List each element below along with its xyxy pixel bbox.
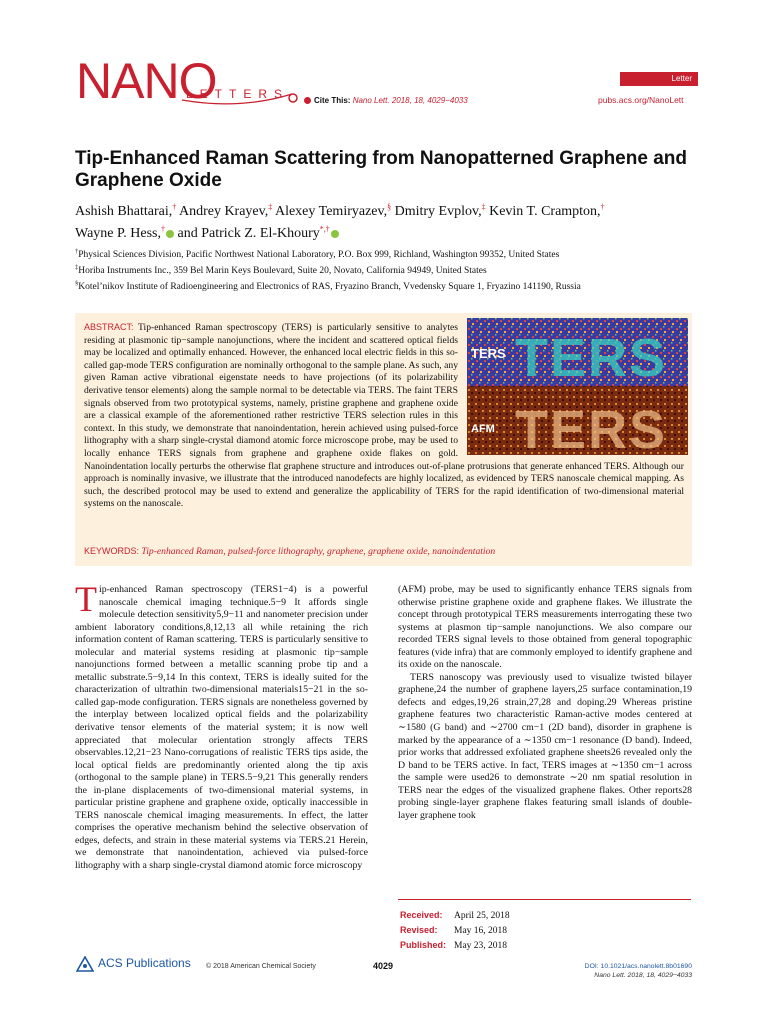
toc-graphic xyxy=(467,318,688,455)
paragraph: TERS nanoscopy was previously used to visualize twisted bilayer graphene,24 the number of graphene layers,25 surface contamination,19 defects and edges,19,26 strain,27,28 and doping.29 Whereas pristine graphene features two characteristic Raman-active modes centered at ∼1580 (G band) and ∼2700 cm−1 (2D band), disorder in graphene is marked by the appearance of a ∼1350 cm−1 resonance (D band). Indeed, prior works that addressed exfoliated graphene sheets26 revealed only the D band to be TERS active. In fact, TERS images at ∼1350 cm−1 across the sample were used26 to demonstrate ∼20 nm spatial resolution in TERS near the edges of the visualized graphene flakes. Other reports28 probing single-layer graphene flakes featuring small islands of double-layer graphene took xyxy=(398,671,692,821)
affiliation: ‡Horiba Instruments Inc., 359 Bel Marin Keys Boulevard, Suite 20, Novato, California 94949, United States xyxy=(75,264,487,277)
cite-icon xyxy=(304,97,311,104)
paragraph: (AFM) probe, may be used to significantly enhance TERS signals from otherwise pristine graphene oxide and graphene flakes. We illustrate the concept through prototypical TERS measurements interrogating these two systems at plasmon tip−sample nanojunctions. We also compare our recorded TERS signal levels to those obtained from general topographic features (vide infra) that are commonly employed to identify graphene and its oxide on the nanoscale. xyxy=(398,584,692,671)
toc-label-top: TERS xyxy=(471,346,506,361)
affiliation: §Kotel’nikov Institute of Radioengineering and Electronics of RAS, Fryazino Branch, Vvedensky Square 1, Fryazino 141190, Russia xyxy=(75,280,581,293)
publication-dates: Received: April 25, 2018 Revised: May 16, 2018 Published: May 23, 2018 xyxy=(400,910,510,951)
journal-logo-nano: NANO xyxy=(76,53,217,109)
doi-link[interactable]: DOI: 10.1021/acs.nanolett.8b01690 xyxy=(584,963,692,970)
copyright: © 2018 American Chemical Society xyxy=(206,963,316,970)
author[interactable]: and Patrick Z. El-Khoury*,† xyxy=(177,226,338,241)
dates-divider xyxy=(398,899,691,900)
author[interactable]: Dmitry Evplov,‡ xyxy=(394,202,486,219)
svg-text:TERS: TERS xyxy=(515,400,668,455)
toc-label-bottom: AFM xyxy=(471,423,495,435)
svg-text:TERS: TERS xyxy=(515,328,668,388)
cite-reference: Nano Lett. 2018, 18, 4029−4033 xyxy=(352,96,468,105)
keywords xyxy=(84,545,684,558)
page-number: 4029 xyxy=(373,961,394,971)
orcid-icon[interactable] xyxy=(166,230,174,238)
author[interactable]: Andrey Krayev,‡ xyxy=(178,202,273,219)
dropcap: T xyxy=(75,579,97,619)
author[interactable]: Kevin T. Crampton,† xyxy=(489,202,605,219)
cite-this[interactable] xyxy=(304,96,468,105)
journal-url-link[interactable]: pubs.acs.org/NanoLett xyxy=(598,95,684,105)
body-left-column: Tip-enhanced Raman spectroscopy (TERS1−4) is a powerful nanoscale chemical imaging technique.5−9 It affords single molecule detection sensitivity5,9−11 and nanometer precision under ambient laboratory conditions,8,12,13 all while retaining the rich information content of Raman scattering. TERS is particularly sensitive to molecular and material systems residing at plasmonic tip−sample nanojunctions formed between a metallic scanning probe tip and a metallic substrate.5−9,14 In this context, TERS is ideally suited for the characterization of ultrathin two-dimensional materials15−21 in the so-called gap-mode configuration. TERS signals are nonetheless governed by the interplay between localized optical fields and the polarizability derivative tensor elements of the material system; it is now well appreciated that molecular orientation strongly affects TERS observables.12,21−23 Nano-corrugations of realistic TERS tips aside, the local optical fields are predominantly oriented along the tip axis (orthogonal to the sample plane) in TERS.5−9,21 This generally renders the in-plane displacements of two-dimensional material systems, in particular pristine graphene and graphene oxide, optically inaccessible in TERS nanoscale chemical imaging measurements. In effect, the latter comprises the operative mechanism behind the selective observation of edges, defects, and strain in these material systems via TERS.21 Herein, we demonstrate that nanoindentation, achieved via pulsed-force lithography with a sharp single-crystal diamond atomic force microscopy xyxy=(75,579,368,872)
author[interactable]: Ashish Bhattarai,† xyxy=(75,202,177,219)
publisher-name[interactable]: ACS Publications xyxy=(98,956,191,970)
keywords-list: Tip-enhanced Raman, pulsed-force lithography, graphene, graphene oxide, nanoindentation xyxy=(141,546,496,557)
acs-logo-icon xyxy=(76,956,94,972)
abstract-text: ABSTRACT: Tip-enhanced Raman spectroscopy (TERS) is particularly sensitive to analytes residing at plasmonic tip−sample nanojunctions, where the incident and scattered optical fields may be localized and optimally enhanced. However, the enhanced local electric fields in this so-called gap-mode TERS configuration are nominally orthogonal to the sample plane. As such, any given Raman active vibrational eigenstate needs to have projections (of its polarizability derivative tensor elements) along the sample normal to be detectable via TERS. The faint TERS signals observed from two prototypical systems, namely, pristine graphene and graphene oxide are a classical example of the aforementioned rather restrictive TERS selection rules in this context. In this study, we demonstrate that nanoindentation, herein achieved using pulsed-force lithography with a sharp single-crystal diamond atomic force microscope probe, may be used to locally enhance TERS signals from graphene and graphene oxide flakes on gold. Nanoindentation locally perturbs the otherwise flat graphene structure and introduces out-of-plane protrusions that generate enhanced TERS. Although our approach is nominally invasive, we illustrate that the introduced nanodefects are highly localized, as evidenced by TERS nanoscale chemical mapping. As such, the described protocol may be used to extend and generalize the applicability of TERS for the rapid identification of two-dimensional material systems on the nanoscale. xyxy=(84,322,684,510)
article-type-badge: Letter xyxy=(620,72,698,86)
cite-label: Cite This: xyxy=(314,96,351,105)
author[interactable]: Alexey Temiryazev,§ xyxy=(274,202,392,219)
abstract-heading: ABSTRACT: xyxy=(84,322,134,332)
affiliation: †Physical Sciences Division, Pacific Northwest National Laboratory, P.O. Box 999, Richland, Washington 99352, United States xyxy=(75,248,560,261)
footer-citation: Nano Lett. 2018, 18, 4029−4033 xyxy=(594,972,692,979)
journal-logo-letters: LETTERS xyxy=(186,87,290,101)
author-list xyxy=(75,198,715,243)
orcid-icon[interactable] xyxy=(331,230,339,238)
author[interactable]: Wayne P. Hess,† xyxy=(75,226,174,241)
doi-block xyxy=(560,962,692,980)
body-right-column xyxy=(398,584,692,822)
article-title: Tip-Enhanced Raman Scattering from Nanopatterned Graphene and Graphene Oxide xyxy=(75,148,687,191)
keywords-heading: KEYWORDS: xyxy=(84,546,140,556)
